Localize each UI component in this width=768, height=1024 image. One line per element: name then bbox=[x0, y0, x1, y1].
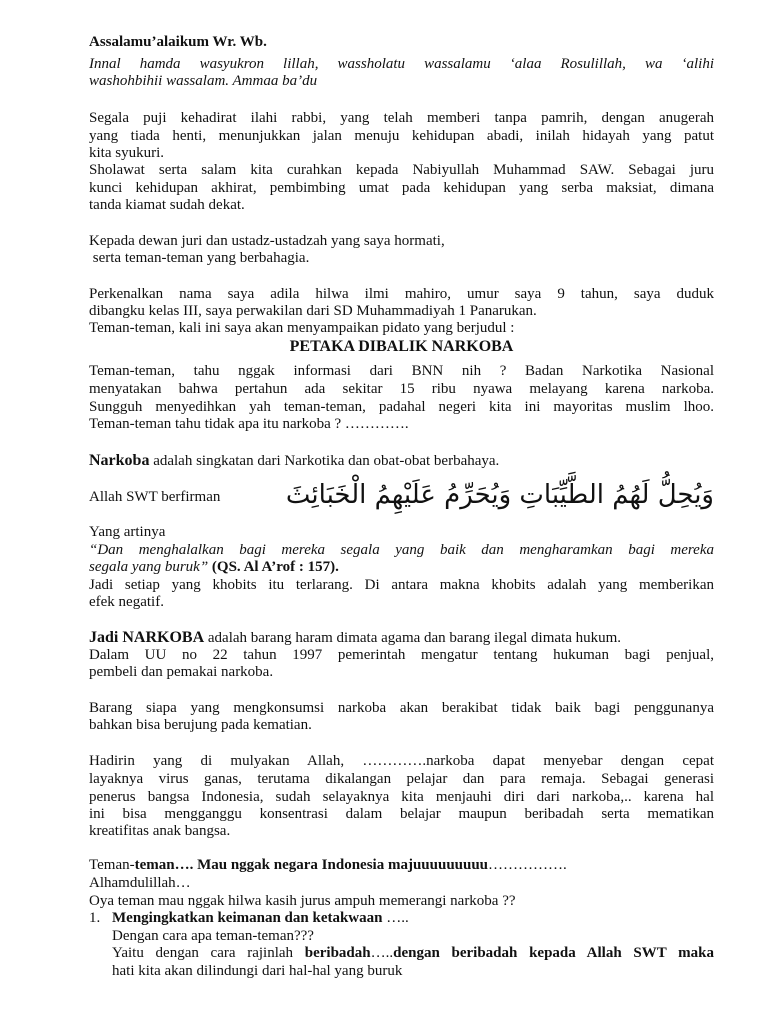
paragraph-2-line: Sholawat serta salam kita curahkan kepada Nabiyullah Muhammad SAW. Sebagai juru bbox=[89, 162, 714, 178]
list-item-number: 1. bbox=[89, 910, 101, 926]
narkoba-definition-text: adalah singkatan dari Narkotika dan obat-obat berbahaya. bbox=[149, 453, 500, 469]
paragraph-1-line: kita syukuri. bbox=[89, 145, 164, 161]
paragraph-9-line: kreatifitas anak bangsa. bbox=[89, 823, 231, 839]
translation-end: segala yang buruk” bbox=[89, 559, 209, 575]
paragraph-2-line: tanda kiamat sudah dekat. bbox=[89, 197, 245, 213]
paragraph-1-line: yang tiada henti, menunjukkan jalan menuju kehidupan abadi, inilah hidayah yang patut bbox=[89, 128, 714, 144]
teman-bold: teman…. Mau nggak negara Indonesia majuuuuuuuuu bbox=[134, 857, 489, 873]
list-item-dots: ….. bbox=[382, 910, 409, 926]
paragraph-4-line: Teman-teman, kali ini saya akan menyampaikan pidato yang berjudul : bbox=[89, 320, 515, 336]
translation-line-2 bbox=[89, 559, 714, 576]
opening-line-2: washohbihii wassalam. Ammaa ba’du bbox=[89, 73, 318, 89]
list-item-answer-line bbox=[112, 945, 714, 962]
answer-part-c: ….. bbox=[370, 945, 394, 961]
opening-line-1: Innal hamda wasyukron lillah, wassholatu wassalamu ‘alaa Rosulillah, wa ‘alihi bbox=[89, 56, 714, 72]
alhamdulillah-line: Alhamdulillah… bbox=[89, 875, 191, 891]
narkoba-term: Narkoba bbox=[89, 452, 150, 469]
paragraph-5-line: Sungguh menyedihkan yah teman-teman, padahal negeri kita ini mayoritas muslim lhoo. bbox=[89, 399, 714, 415]
paragraph-5-line: Teman-teman, tahu nggak informasi dari BNN nih ? Badan Narkotika Nasional bbox=[89, 363, 714, 379]
greeting: Assalamu’alaikum Wr. Wb. bbox=[89, 34, 267, 50]
paragraph-8-line: bahkan bisa berujung pada kematian. bbox=[89, 717, 312, 733]
teman-dots: ……………. bbox=[488, 857, 567, 873]
paragraph-9-line: ini bisa mengganggu konsentrasi dalam belajar maupun beribadah serta mematikan bbox=[89, 806, 714, 822]
oya-line: Oya teman mau nggak hilwa kasih jurus ampuh memerangi narkoba ?? bbox=[89, 893, 516, 909]
answer-part-a: Yaitu dengan cara rajinlah bbox=[112, 945, 305, 961]
verse-citation: (QS. Al A’rof : 157). bbox=[208, 559, 339, 575]
jadi-narkoba-text: adalah barang haram dimata agama dan barang ilegal dimata hukum. bbox=[204, 630, 622, 646]
paragraph-5-line: Teman-teman tahu tidak apa itu narkoba ? …………. bbox=[89, 416, 409, 432]
narkoba-definition bbox=[89, 452, 714, 470]
jadi-narkoba-term: Jadi NARKOBA bbox=[89, 629, 205, 646]
translation-line-1: “Dan menghalalkan bagi mereka segala yang baik dan mengharamkan bagi mereka bbox=[89, 542, 714, 558]
paragraph-8-line: Barang siapa yang mengkonsumsi narkoba akan berakibat tidak baik bagi penggunanya bbox=[89, 700, 714, 716]
answer-part-d: dengan beribadah kepada Allah SWT maka bbox=[393, 945, 714, 961]
answer-part-b: beribadah bbox=[304, 945, 371, 961]
paragraph-9-line: Hadirin yang di mulyakan Allah, ………….narkoba dapat menyebar dengan cepat bbox=[89, 753, 714, 769]
speech-title: PETAKA DIBALIK NARKOBA bbox=[289, 338, 514, 355]
paragraph-9-line: penerus bangsa Indonesia, sudah selayaknya kita menjauhi diri dari narkoba,.. karena hal bbox=[89, 789, 714, 805]
paragraph-4-line: Perkenalkan nama saya adila hilwa ilmi mahiro, umur saya 9 tahun, saya duduk bbox=[89, 286, 714, 302]
list-item-question: Dengan cara apa teman-teman??? bbox=[112, 928, 314, 944]
paragraph-1-line: Segala puji kehadirat ilahi rabbi, yang telah memberi tanpa pamrih, dengan anugerah bbox=[89, 110, 714, 126]
paragraph-7-line: Dalam UU no 22 tahun 1997 pemerintah mengatur tentang hukuman bagi penjual, bbox=[89, 647, 714, 663]
paragraph-4-line: dibangku kelas III, saya perwakilan dari SD Muhammadiyah 1 Panarukan. bbox=[89, 303, 537, 319]
jadi-narkoba-line bbox=[89, 629, 714, 647]
arabic-verse: وَيُحِلُّ لَهُمُ الطَّيِّبَاتِ وَيُحَرِّمُ عَلَيْهِمُ الْخَبَائِثَ bbox=[285, 480, 714, 510]
paragraph-7-line: pembeli dan pemakai narkoba. bbox=[89, 664, 274, 680]
teman-line bbox=[89, 857, 714, 874]
paragraph-3-line: Kepada dewan juri dan ustadz-ustadzah yang saya hormati, bbox=[89, 233, 445, 249]
list-item-title-line bbox=[112, 910, 714, 927]
paragraph-3-line: serta teman-teman yang berbahagia. bbox=[89, 250, 310, 266]
list-item-title: Mengingkatkan keimanan dan ketakwaan bbox=[112, 910, 383, 926]
paragraph-2-line: kunci kehidupan akhirat, pembimbing umat pada kehidupan yang serba maksiat, dimana bbox=[89, 180, 714, 196]
paragraph-6-line: Jadi setiap yang khobits itu terlarang. Di antara makna khobits adalah yang memberikan bbox=[89, 577, 714, 593]
paragraph-5-line: menyatakan bahwa pertahun ada sekitar 15 ribu nyawa melayang karena narkoba. bbox=[89, 381, 714, 397]
yang-artinya-label: Yang artinya bbox=[89, 524, 166, 540]
allah-berfirman-label: Allah SWT berfirman bbox=[89, 489, 221, 505]
paragraph-9-line: layaknya virus ganas, terutama dikalangan pelajar dan para remaja. Sebagai generasi bbox=[89, 771, 714, 787]
teman-prefix: Teman- bbox=[89, 857, 135, 873]
paragraph-6-line: efek negatif. bbox=[89, 594, 164, 610]
list-item-answer-line-2: hati kita akan dilindungi dari hal-hal yang buruk bbox=[112, 963, 403, 979]
